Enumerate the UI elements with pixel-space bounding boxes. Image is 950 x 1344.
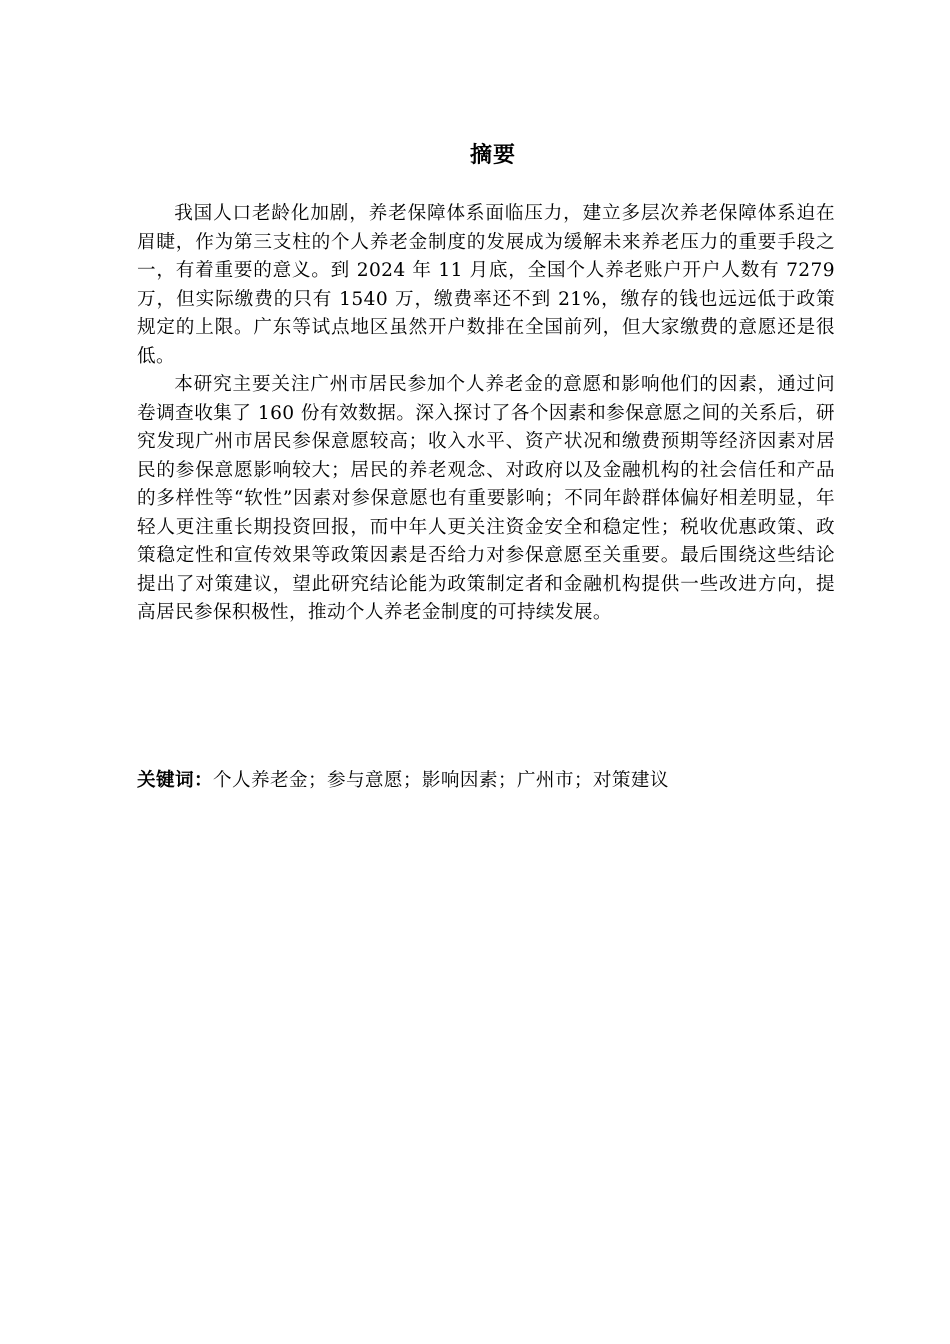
abstract-paragraph-2: 本研究主要关注广州市居民参加个人养老金的意愿和影响他们的因素，通过问卷调查收集了 160 份有效数据。深入探讨了各个因素和参保意愿之间的关系后，研究发现广州市居民参保意愿较高；收入水平、资产状况和缴费预期等经济因素对居民的参保意愿影响较大；居民的养老观念、对政府以及金融机构的社会信任和产品的多样性等“软性”因素对参保意愿也有重要影响；不同年龄群体偏好相差明显，年轻人更注重长期投资回报，而中年人更关注资金安全和稳定性；税收优惠政策、政策稳定性和宣传效果等政策因素是否给力对参保意愿至关重要。最后围绕这些结论提出了对策建议，望此研究结论能为政策制定者和金融机构提供一些改进方向，提高居民参保积极性，推动个人养老金制度的可持续发展。: [137, 374, 835, 623]
keywords-line: [137, 766, 835, 796]
keywords-label: 关键词：: [137, 770, 213, 791]
abstract-paragraph-1: 我国人口老龄化加剧，养老保障体系面临压力，建立多层次养老保障体系迫在眉睫，作为第三支柱的个人养老金制度的发展成为缓解未来养老压力的重要手段之一，有着重要的意义。到 2024 年 11 月底，全国个人养老账户开户人数有 7279 万，但实际缴费的只有 1540 万，缴费率还不到 21%，缴存的钱也远远低于政策规定的上限。广东等试点地区虽然开户数排在全国前列，但大家缴费的意愿还是很低。: [137, 203, 835, 367]
abstract-title: 摘要: [469, 143, 516, 168]
keywords-value: 个人养老金；参与意愿；影响因素；广州市；对策建议: [212, 770, 669, 791]
abstract-body: [137, 200, 835, 628]
